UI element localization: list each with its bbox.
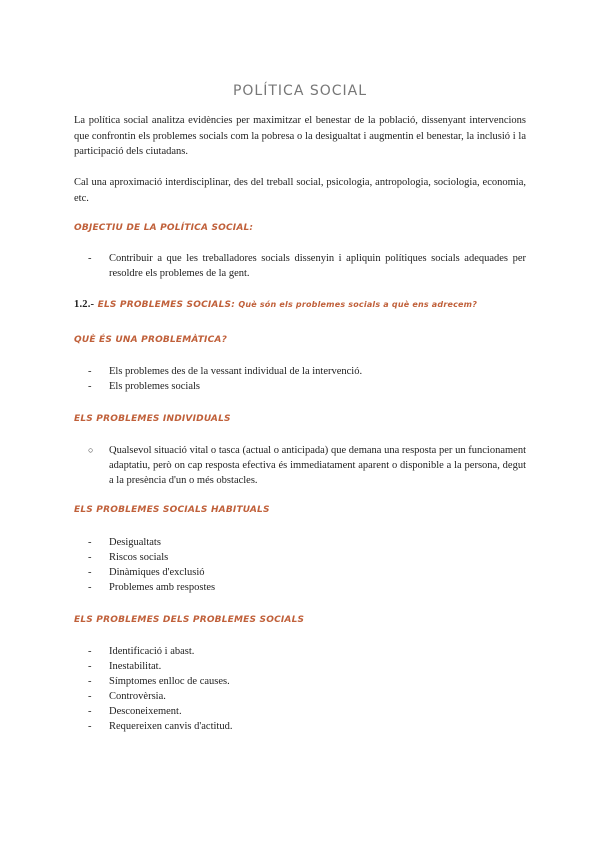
list-item-text: Contribuir a que les treballadores socials dissenyin i apliquin polítiques socials adequades per resoldre els problemes de la gent. bbox=[109, 253, 526, 279]
dels-problemes-list bbox=[74, 644, 526, 734]
section-heading-habituals: ELS PROBLEMES SOCIALS HABITUALS bbox=[74, 505, 270, 515]
dash-bullet: - bbox=[88, 706, 92, 717]
objectiu-list bbox=[74, 251, 526, 281]
section-heading-problematica: QUÈ ÉS UNA PROBLEMÀTICA? bbox=[74, 335, 228, 345]
dash-bullet: - bbox=[88, 366, 92, 377]
dash-bullet: - bbox=[88, 381, 92, 392]
list-item-text: Els problemes socials bbox=[109, 381, 200, 392]
list-item-text: Problemes amb respostes bbox=[109, 582, 216, 593]
dash-bullet: - bbox=[88, 661, 92, 672]
intro-paragraph-1: La política social analitza evidències per maximitzar el benestar de la població, dissenyant intervencions que confrontin els problemes socials com la pobresa o la desigualtat i augmentin el benestar, la inclusió i la participació dels ciutadans. bbox=[74, 115, 526, 157]
list-item-text: Símptomes enlloc de causes. bbox=[109, 676, 230, 687]
list-item bbox=[74, 674, 526, 689]
section-heading-objectiu: OBJECTIU DE LA POLÍTICA SOCIAL: bbox=[74, 223, 254, 233]
dash-bullet: - bbox=[88, 552, 92, 563]
list-item bbox=[74, 580, 526, 595]
list-item bbox=[74, 689, 526, 704]
list-item bbox=[74, 565, 526, 580]
dash-bullet: - bbox=[88, 537, 92, 548]
problematica-list bbox=[74, 364, 526, 394]
list-item bbox=[74, 550, 526, 565]
dash-bullet: - bbox=[88, 646, 92, 657]
list-item-text: Riscos socials bbox=[109, 552, 169, 563]
individuals-list bbox=[74, 443, 526, 488]
section-heading-text: ELS PROBLEMES SOCIALS: bbox=[97, 300, 235, 310]
section-heading-problemes-socials bbox=[74, 299, 534, 310]
list-item-text: Inestabilitat. bbox=[109, 661, 162, 672]
list-item-text: Desigualtats bbox=[109, 537, 161, 548]
list-item-text: Controvèrsia. bbox=[109, 691, 166, 702]
dash-bullet: - bbox=[88, 253, 92, 264]
list-item bbox=[74, 659, 526, 674]
dash-bullet: - bbox=[88, 567, 92, 578]
section-heading-dels-problemes: ELS PROBLEMES DELS PROBLEMES SOCIALS bbox=[74, 615, 305, 625]
section-number: 1.2.- bbox=[74, 299, 95, 310]
list-item bbox=[74, 379, 526, 394]
dash-bullet: - bbox=[88, 676, 92, 687]
list-item bbox=[74, 251, 526, 281]
dash-bullet: - bbox=[88, 721, 92, 732]
list-item bbox=[74, 443, 526, 488]
circle-bullet: ○ bbox=[88, 445, 94, 455]
list-item-text: Identificació i abast. bbox=[109, 646, 195, 657]
list-item bbox=[74, 704, 526, 719]
list-item-text: Desconeixement. bbox=[109, 706, 182, 717]
list-item-text: Els problemes des de la vessant individual de la intervenció. bbox=[109, 366, 363, 377]
dash-bullet: - bbox=[88, 691, 92, 702]
list-item bbox=[74, 644, 526, 659]
list-item-text: Qualsevol situació vital o tasca (actual o anticipada) que demana una resposta per un funcionament adaptatiu, però on cap resposta efectiva és immediatament aparent o disponible a la persona, degut a la presència d'un o més obstacles. bbox=[109, 445, 526, 486]
page-title: POLÍTICA SOCIAL bbox=[232, 83, 368, 100]
dash-bullet: - bbox=[88, 582, 92, 593]
intro-paragraph-2: Cal una aproximació interdisciplinar, des del treball social, psicologia, antropologia, sociologia, economia, etc. bbox=[74, 177, 526, 204]
habituals-list bbox=[74, 535, 526, 595]
list-item bbox=[74, 364, 526, 379]
list-item-text: Requereixen canvis d'actitud. bbox=[109, 721, 233, 732]
section-heading-individuals: ELS PROBLEMES INDIVIDUALS bbox=[74, 414, 231, 424]
list-item-text: Dinàmiques d'exclusió bbox=[109, 567, 205, 578]
list-item bbox=[74, 719, 526, 734]
list-item bbox=[74, 535, 526, 550]
section-subtitle: Què són els problemes socials a què ens adrecem? bbox=[238, 300, 478, 309]
